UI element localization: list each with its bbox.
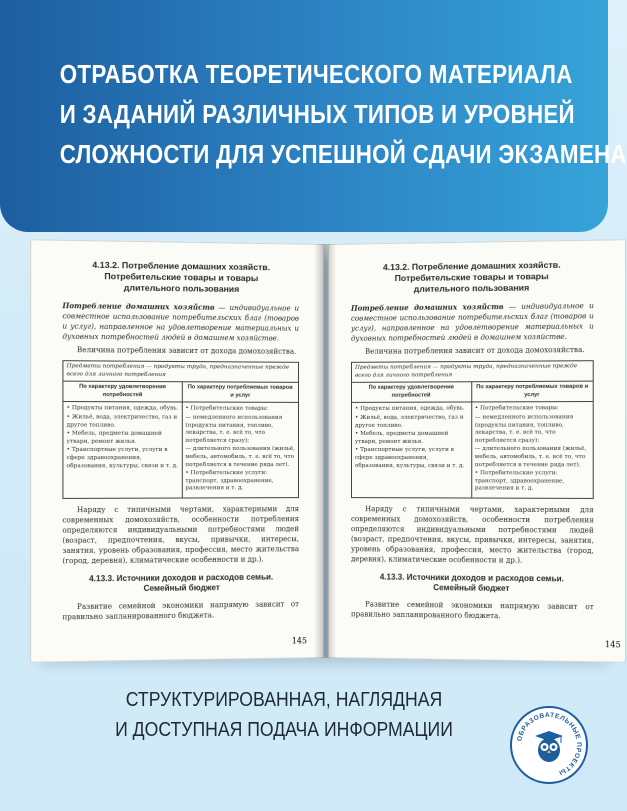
headline-line-2: И ЗАДАНИЙ РАЗЛИЧНЫХ ТИПОВ И УРОВНЕЙ [59, 99, 575, 129]
table-header-col1: По характеру удовлетворения потребностей [63, 382, 182, 402]
list-item: • Продукты питания, одежда, обувь. [66, 405, 179, 412]
consumption-table [351, 360, 594, 499]
list-item: • Мебель, предметы домашней утвари, ремонт жилья. [66, 430, 162, 445]
section-title [351, 259, 594, 296]
book-spread-image [36, 244, 621, 662]
definition-term: Потребление домашних хозяйств [62, 301, 215, 312]
subsection-title-line: Семейный бюджет [433, 583, 510, 594]
headline-line-1: ОТРАБОТКА ТЕОРЕТИЧЕСКОГО МАТЕРИАЛА [59, 59, 573, 89]
headline-line-3: СЛОЖНОСТИ ДЛЯ УСПЕШНОЙ СДАЧИ ЭКЗАМЕНА [59, 139, 627, 169]
list-item: • Потребительские услуги: транспорт, здравоохранение, развлечения и т. д. [185, 470, 274, 492]
income-note: Величина потребления зависит от дохода домохозяйства. [365, 345, 585, 356]
section-title-line: длительного пользования [413, 282, 530, 294]
definition [351, 301, 594, 344]
consumption-table [62, 360, 299, 499]
section-title-line: 4.13.2. Потребление домашних хозяйств. [382, 259, 561, 273]
table-col1 [63, 402, 182, 497]
subsection-title-line: Семейный бюджет [143, 583, 220, 594]
publisher-logo-icon [509, 705, 589, 785]
body-paragraph: Наряду с типичными чертами, характерными для современных домохозяйств, особенности потребления определяются индивидуальными потребностями людей (возраст, предпочтения, вкусы, привычки, интересы, занятия, уровень образования, профессия, место жительства (город, деревня), климатические особенности и др.). [62, 505, 300, 566]
table-header-col1: По характеру удовлетворения потребностей [352, 382, 472, 402]
closing-paragraph: Развитие семейной экономики напрямую зависит от правильно запланированного бюджета. [350, 600, 594, 621]
list-item: • Потребительские товары: [185, 405, 269, 413]
definition-term: Потребление домашних хозяйств [350, 301, 504, 313]
list-item: • Жильё, вода, электричество, газ и другое топливо. [66, 414, 178, 429]
definition [62, 301, 299, 344]
table-caption: Предметы потребления — продукты труда, предназначенные прежде всего для личного потребления [63, 361, 298, 383]
list-item: — немедленного использования (продукты питания, топливо, лекарства, т. е. всё то, что потребляется сразу); [185, 414, 283, 444]
subsection-title [351, 572, 594, 596]
table-col1 [352, 403, 472, 498]
subheadline-line-2: И ДОСТУПНАЯ ПОДАЧА ИНФОРМАЦИИ [115, 718, 453, 741]
headline [59, 54, 627, 174]
definition-text: — индивидуальное и совместное использование потребительских благ (товаров и услуг), направленное на удовлетворение материальных и духовных потребностей людей в домашнем хозяйстве. [62, 303, 300, 343]
section-title-line: 4.13.2. Потребление домашних хозяйств. [92, 259, 271, 273]
table-col2 [472, 402, 593, 497]
subsection-title-line: 4.13.3. Источники доходов и расходов семьи. [89, 572, 274, 584]
section-title-line: Потребительские товары и товары [104, 270, 259, 284]
table-caption: Предметы потребления — продукты труда, предназначенные прежде всего для личного потребления [352, 361, 593, 383]
list-item: • Потребительские услуги: транспорт, здравоохранение, развлечения и т. д. [474, 470, 565, 492]
subsection-title-line: 4.13.3. Источники доходов и расходов семьи. [379, 572, 564, 584]
book-gutter [314, 244, 336, 658]
logo-text: ОБРАЗОВАТЕЛЬНЫЕ ПРОЕКТЫ [516, 711, 583, 777]
body-paragraph: Наряду с типичными чертами, характерными для современных домохозяйств, особенности потребления определяются индивидуальными потребностями людей (возраст, предпочтения, вкусы, привычки, интересы, занятия, уровень образования, профессия, место жительства (город, деревня), климатические особенности и др.). [350, 505, 594, 565]
book-page-right [328, 239, 626, 663]
publisher-logo [509, 705, 589, 785]
section-title [62, 259, 299, 296]
closing-paragraph: Развитие семейной экономики напрямую зависит от правильно запланированного бюджета. [62, 600, 300, 622]
table-header-col2: По характеру потребляемых товаров и услуг [476, 383, 589, 398]
list-item: — длительного пользования (жильё, мебель, автомобиль, т. е. всё то, что потребляется в течение ряда лет). [474, 446, 587, 468]
list-item: • Транспортные услуги, услуги в сфере здравоохранения, образования, культуры, связи и т. д. [354, 447, 465, 469]
list-item: • Жильё, вода, электричество, газ и другое топливо. [354, 414, 464, 429]
list-item: — немедленного использования (продукты питания, топливо, лекарства, т. е. всё то, что потребляется сразу); [474, 414, 574, 444]
table-header-col2: По характеру потребляемых товаров и услуг [187, 384, 293, 399]
list-item: • Транспортные услуги, услуги в сфере здравоохранения, образования, культуры, связи и т. д. [66, 447, 178, 469]
page-number: 145 [291, 636, 308, 646]
subheadline [74, 685, 494, 745]
list-item: • Мебель, предметы домашней утвари, ремонт жилья. [354, 430, 449, 445]
list-item: — длительного пользования (жильё, мебель, автомобиль, т. е. всё то, что потребляется в течение ряда лет). [185, 446, 295, 468]
table-col2 [182, 403, 298, 498]
income-note: Величина потребления зависит от дохода домохозяйства. [76, 346, 297, 356]
book-page-left [30, 239, 324, 662]
definition-text: — индивидуальное и совместное использование потребительских благ (товаров и услуг), направленное на удовлетворение материальных и духовных потребностей людей в домашнем хозяйстве. [350, 301, 594, 343]
list-item: • Продукты питания, одежда, обувь. [354, 405, 465, 413]
section-title-line: длительного пользования [123, 282, 240, 294]
subsection-title [62, 572, 299, 596]
page-number: 145 [604, 639, 621, 650]
section-title-line: Потребительские товары и товары [394, 270, 549, 284]
list-item: • Потребительские товары: [474, 405, 559, 412]
subheadline-line-1: СТРУКТУРИРОВАННАЯ, НАГЛЯДНАЯ [125, 688, 443, 711]
